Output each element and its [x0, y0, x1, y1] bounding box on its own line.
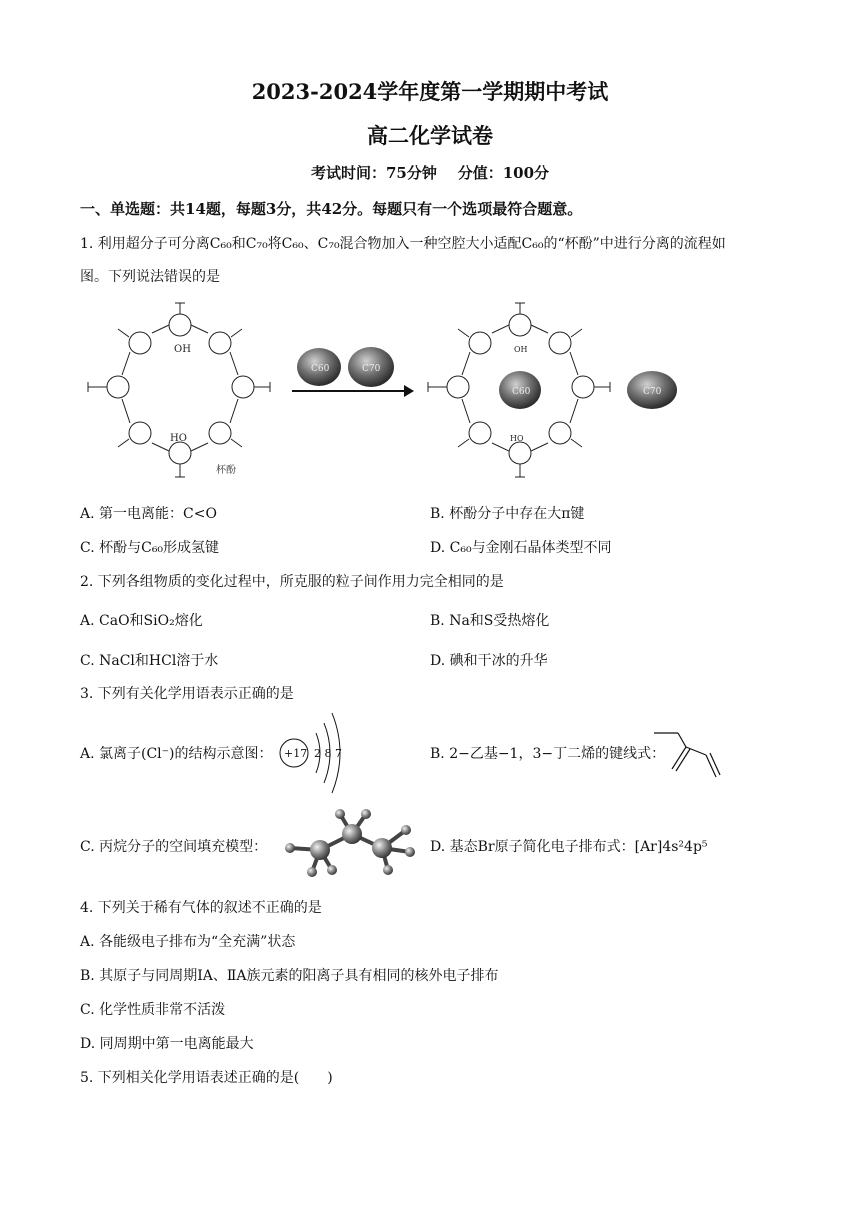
q1-option-c[interactable]: C. 杯酚与C₆₀形成氢键	[80, 540, 220, 556]
nucleus-charge: +17	[284, 747, 308, 760]
q3-stem: 3. 下列有关化学用语表示正确的是	[80, 686, 294, 702]
q2-option-a[interactable]: A. CaO和SiO₂熔化	[80, 613, 203, 629]
electron-shells: 2 8 7	[314, 747, 342, 760]
section-heading: 一、单选题：共14题，每题3分，共42分。每题只有一个选项最符合题意。	[80, 200, 583, 218]
q3-option-b[interactable]: B. 2−乙基−1，3−丁二烯的键线式：	[430, 746, 666, 762]
cupphenol-label: 杯酚	[216, 465, 236, 476]
q4-stem: 4. 下列关于稀有气体的叙述不正确的是	[80, 900, 322, 916]
butadiene-skeletal-formula	[644, 725, 724, 785]
oh-label-right: OH	[514, 345, 528, 354]
c70-ball-label: C70	[362, 364, 381, 374]
q2-option-b[interactable]: B. Na和S受热熔化	[430, 613, 550, 629]
q2-option-d[interactable]: D. 碘和干冰的升华	[430, 653, 548, 669]
q4-option-a[interactable]: A. 各能级电子排布为“全充满”状态	[80, 934, 296, 950]
propane-model	[280, 808, 430, 878]
q3-option-a[interactable]: A. 氯离子(Cl⁻)的结构示意图：	[80, 746, 273, 762]
q4-option-c[interactable]: C. 化学性质非常不活泼	[80, 1002, 226, 1018]
q1-option-b[interactable]: B. 杯酚分子中存在大π键	[430, 506, 585, 522]
q5-stem: 5. 下列相关化学用语表述正确的是( )	[80, 1070, 333, 1086]
chloride-ion-diagram	[276, 708, 356, 798]
arrow-head-icon	[404, 385, 414, 397]
q4-option-d[interactable]: D. 同周期中第一电离能最大	[80, 1036, 254, 1052]
q4-option-b[interactable]: B. 其原子与同周期ⅠA、ⅡA族元素的阳离子具有相同的核外电子排布	[80, 968, 499, 984]
q1-figure	[78, 295, 718, 485]
q1-stem-line1: 1. 利用超分子可分离C₆₀和C₇₀将C₆₀、C₇₀混合物加入一种空腔大小适配C₆₀的“杯酚”中进行分离的流程如	[80, 236, 726, 252]
q2-option-c[interactable]: C. NaCl和HCl溶于水	[80, 653, 219, 669]
q2-stem: 2. 下列各组物质的变化过程中，所克服的粒子间作用力完全相同的是	[80, 574, 504, 590]
q3-option-d[interactable]: D. 基态Br原子简化电子排布式：[Ar]4s²4p⁵	[430, 839, 708, 855]
ho-label-left: HO	[170, 433, 187, 444]
exam-subtitle: 高二化学试卷	[367, 123, 493, 148]
calixarene-left	[88, 303, 270, 477]
q3-option-c[interactable]: C. 丙烷分子的空间填充模型：	[80, 839, 268, 855]
oh-label-left: OH	[174, 344, 191, 355]
ho-label-right: HO	[510, 434, 524, 443]
q1-stem-line2: 图。下列说法错误的是	[80, 269, 220, 285]
q1-option-a[interactable]: A. 第一电离能：C<O	[80, 506, 217, 522]
q1-option-d[interactable]: D. C₆₀与金刚石晶体类型不同	[430, 540, 612, 556]
c70-ball-free-label: C70	[643, 387, 662, 397]
exam-info: 考试时间：75分钟 分值：100分	[310, 164, 550, 182]
c60-ball-inside-label: C60	[512, 387, 531, 397]
c60-ball-label: C60	[311, 364, 330, 374]
exam-title: 2023-2024学年度第一学期期中考试	[251, 79, 609, 104]
